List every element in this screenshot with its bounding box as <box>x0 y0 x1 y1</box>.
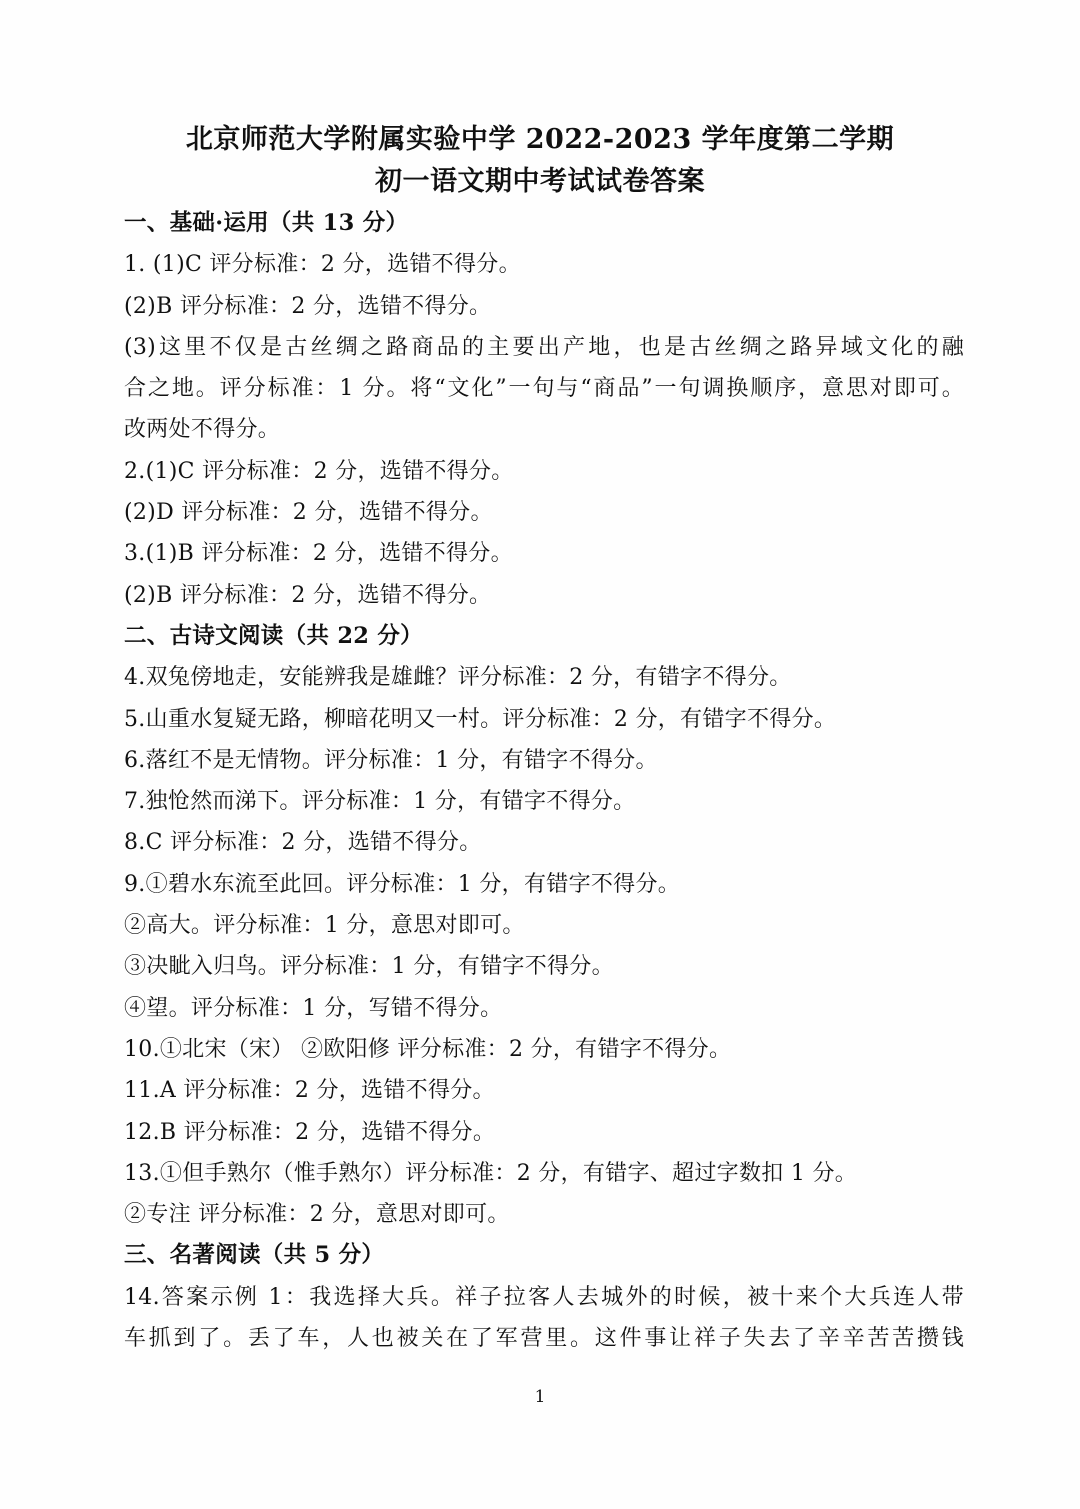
document-title: 北京师范大学附属实验中学 2022-2023 学年度第二学期 <box>185 124 895 155</box>
answer-line: 2.(1)C 评分标准：2 分，选错不得分。 <box>124 458 514 484</box>
section-heading: 二、古诗文阅读（共 22 分） <box>124 622 423 649</box>
answer-line: (2)B 评分标准：2 分，选错不得分。 <box>124 293 492 319</box>
answer-line: ②高大。评分标准：1 分，意思对即可。 <box>124 913 525 939</box>
answer-line: 10.①北宋（宋） ②欧阳修 评分标准：2 分，有错字不得分。 <box>124 1036 732 1062</box>
answer-line: (3)这里不仅是古丝绸之路商品的主要出产地，也是古丝绸之路异域文化的融 <box>124 334 964 360</box>
section-heading: 一、基础·运用（共 13 分） <box>124 210 409 236</box>
answer-line: 7.独怆然而涕下。评分标准：1 分，有错字不得分。 <box>124 789 636 815</box>
answer-line: 14.答案示例 1：我选择大兵。祥子拉客人去城外的时候，被十来个大兵连人带 <box>124 1284 964 1310</box>
document-subtitle: 初一语文期中考试试卷答案 <box>375 166 705 197</box>
answer-line: 合之地。评分标准：1 分。将“文化”一句与“商品”一句调换顺序，意思对即可。 <box>124 376 964 402</box>
page-number: 1 <box>534 1387 546 1407</box>
answer-content <box>124 203 964 1359</box>
answer-line: 9.①碧水东流至此回。评分标准：1 分，有错字不得分。 <box>124 871 681 897</box>
answer-line: ②专注 评分标准：2 分，意思对即可。 <box>124 1202 510 1228</box>
answer-line: 11.A 评分标准：2 分，选错不得分。 <box>124 1078 495 1104</box>
section-heading: 三、名著阅读（共 5 分） <box>124 1242 385 1269</box>
answer-line: 1. (1)C 评分标准：2 分，选错不得分。 <box>124 252 521 278</box>
answer-line: (2)B 评分标准：2 分，选错不得分。 <box>124 582 492 608</box>
answer-line: 12.B 评分标准：2 分，选错不得分。 <box>124 1119 496 1145</box>
answer-line: 3.(1)B 评分标准：2 分，选错不得分。 <box>124 541 513 567</box>
answer-line: 8.C 评分标准：2 分，选错不得分。 <box>124 830 482 856</box>
answer-line: ③决眦入归鸟。评分标准：1 分，有错字不得分。 <box>124 954 614 980</box>
answer-line: 6.落红不是无情物。评分标准：1 分，有错字不得分。 <box>124 747 658 773</box>
answer-line: 改两处不得分。 <box>124 417 281 443</box>
answer-line: 5.山重水复疑无路，柳暗花明又一村。评分标准：2 分，有错字不得分。 <box>124 706 837 732</box>
answer-line: ④望。评分标准：1 分，写错不得分。 <box>124 995 503 1021</box>
answer-line: 13.①但手熟尔（惟手熟尔）评分标准：2 分，有错字、超过字数扣 1 分。 <box>124 1160 858 1186</box>
answer-line: 车抓到了。丢了车，人也被关在了军营里。这件事让祥子失去了辛辛苦苦攒钱 <box>124 1326 964 1352</box>
answer-line: 4.双兔傍地走，安能辨我是雄雌？评分标准：2 分，有错字不得分。 <box>124 665 792 691</box>
answer-line: (2)D 评分标准：2 分，选错不得分。 <box>124 500 493 526</box>
